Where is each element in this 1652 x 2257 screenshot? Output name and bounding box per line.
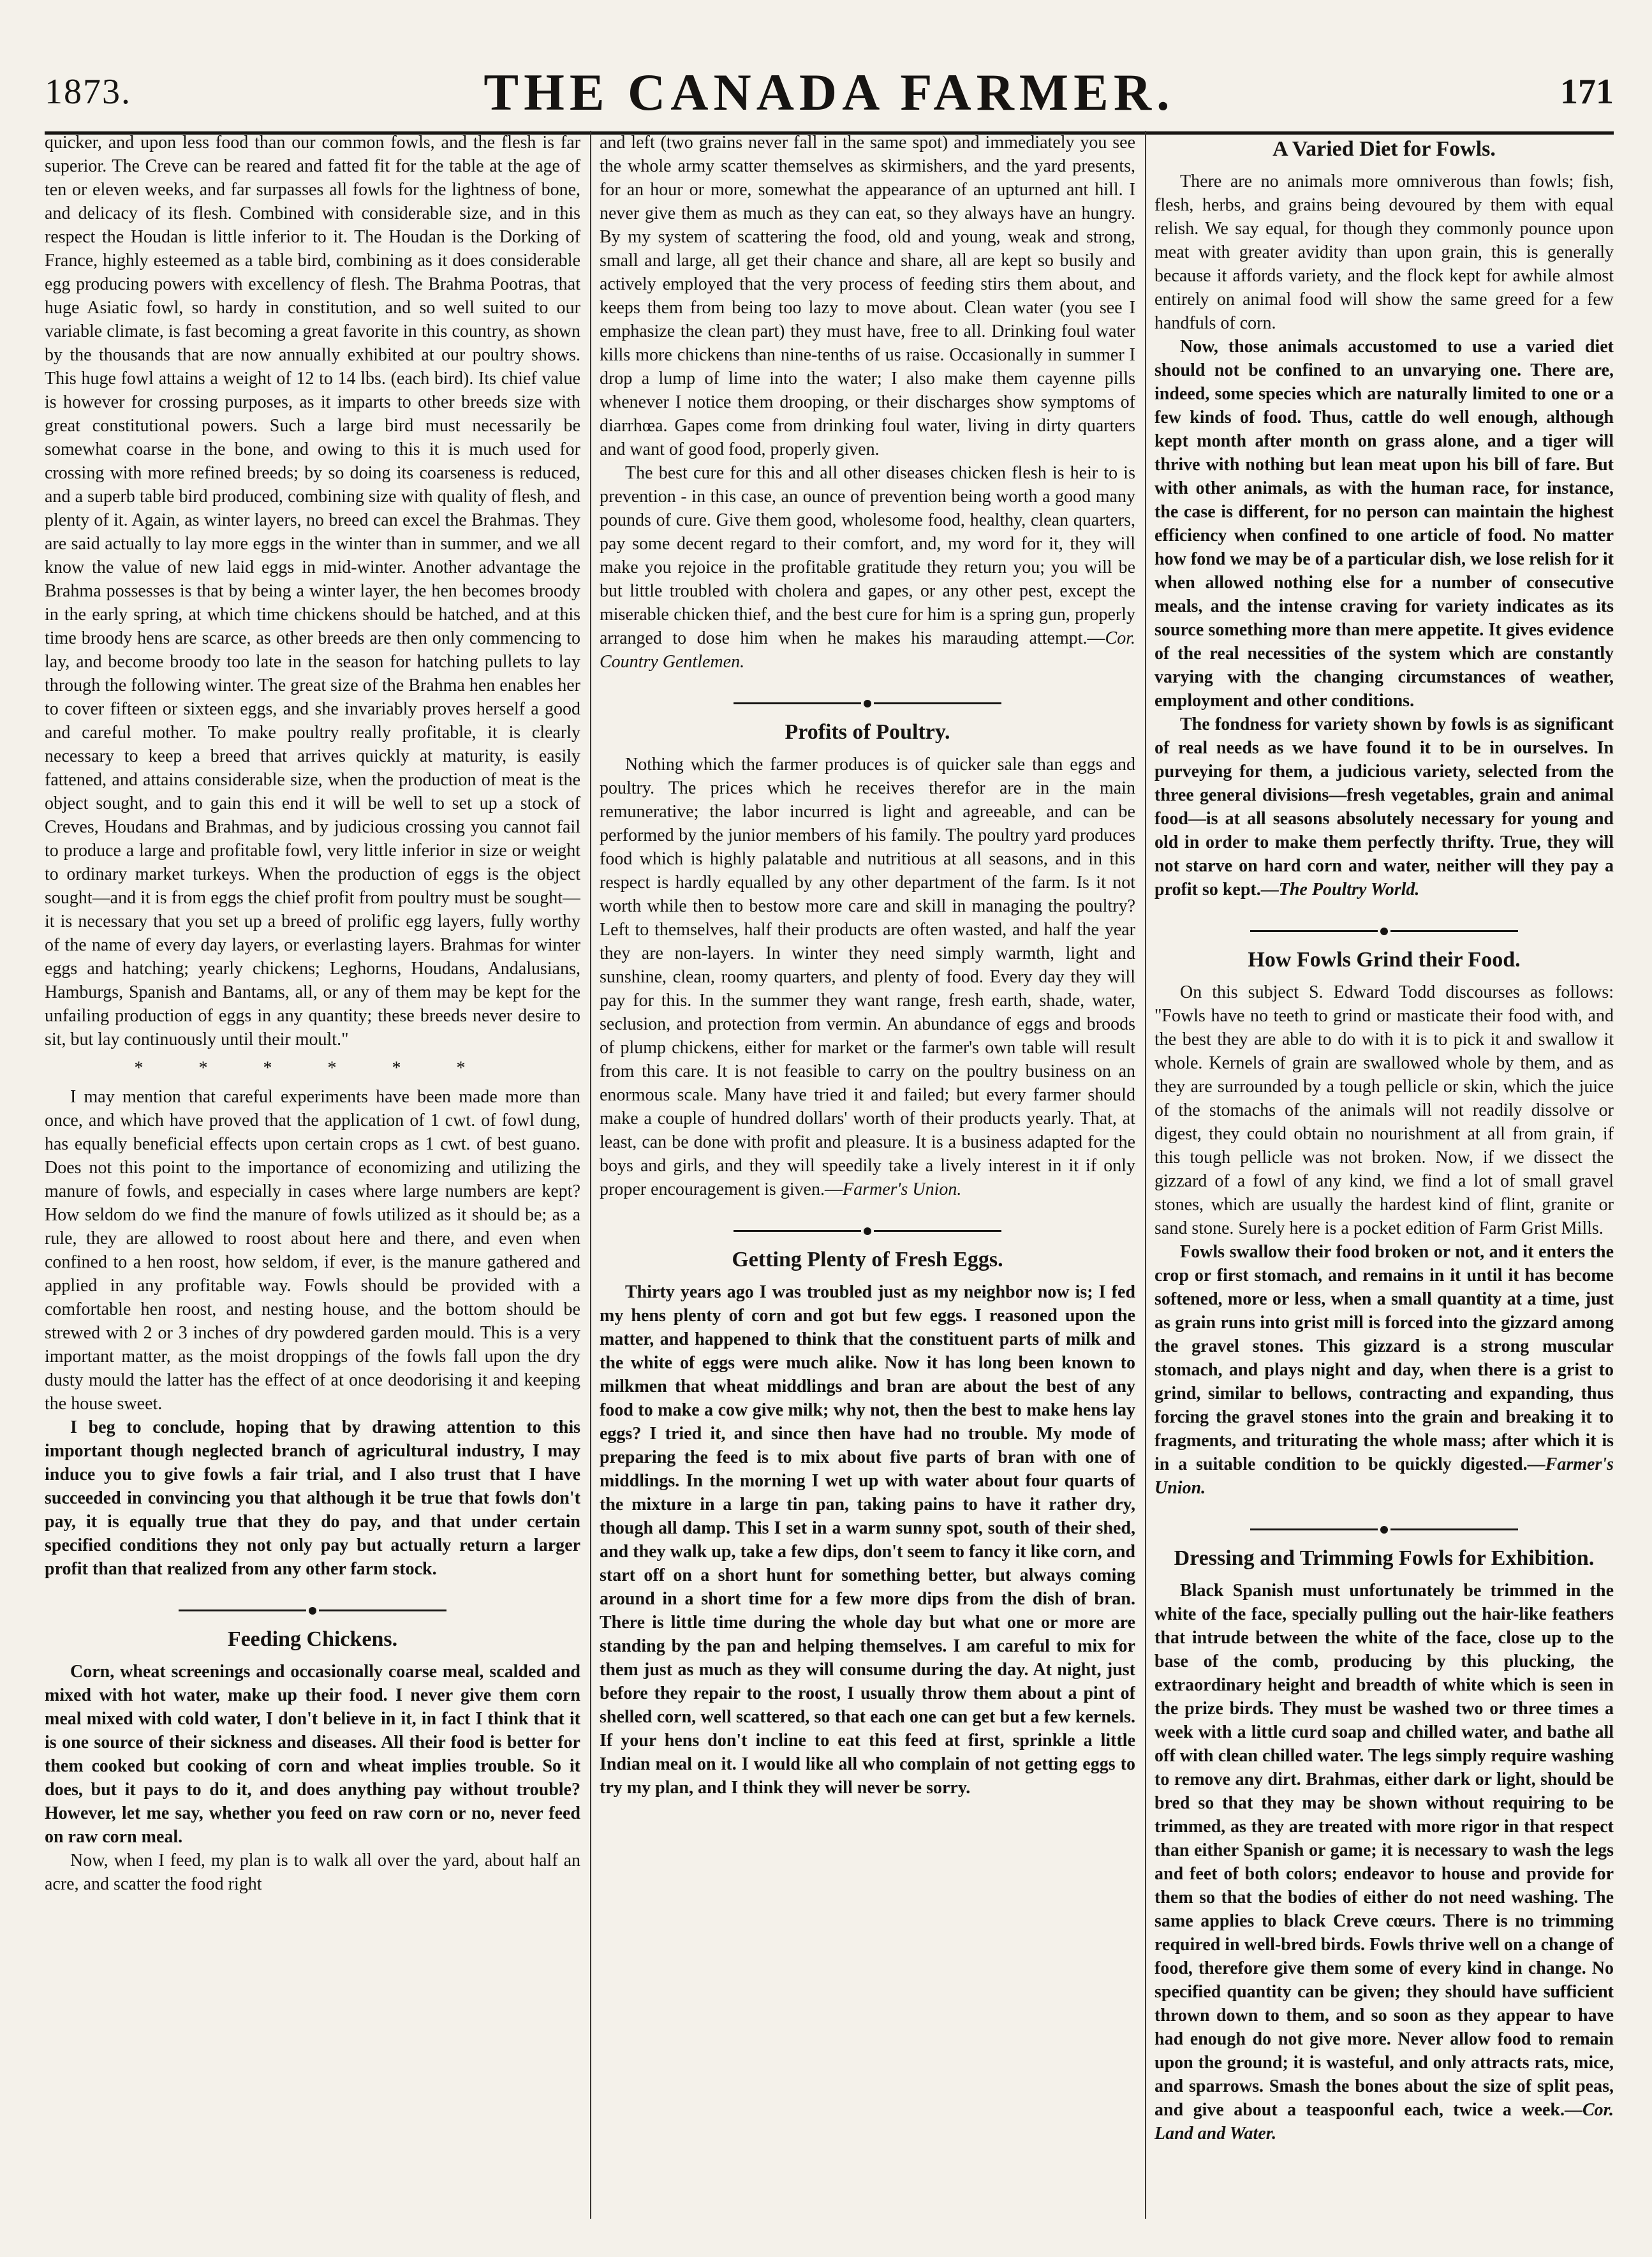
article-separator bbox=[600, 1218, 1135, 1241]
column-3 bbox=[1154, 131, 1614, 2219]
article-paragraph bbox=[600, 461, 1135, 674]
article-paragraph bbox=[1154, 1579, 1614, 2145]
article-paragraph: Thirty years ago I was troubled just as my neighbor now is; I fed my hens plenty of corn and got but few eggs. I reasoned upon the matter, and happened to think that the constituent parts of milk and the white of eggs were much alike. Now it has long been known to milkmen that wheat middlings and bran are about the best of any food to make a cow give milk; why not, then the best to make hens lay eggs? I tried it, and since then have had no trouble. My mode of preparing the feed is to mix about five parts of bran with one of middlings. In the morning I wet up with water about four quarts of the mixture in a large tin pan, taking pains to have it rather dry, though all damp. This I set in a warm sunny spot, south of their shed, and they walk up, take a few dips, don't seem to fancy it like corn, and start off on a short hunt for something better, but always coming around in a short time for a few more dips from the dish of bran. There is little time during the whole day but what one or more are standing by the pan and helping themselves. I am careful to mix for them just as much as they will consume during the day. At night, just before they repair to the roost, I usually throw them about a pint of shelled corn, well scattered, so that each one can get but a few kernels. If your hens don't incline to eat this feed at first, sprinkle a little Indian meal on it. I would like all who complain of not getting eggs to try my plan, and I think they will never be sorry. bbox=[600, 1282, 1135, 1798]
article-paragraph bbox=[1154, 1240, 1614, 1500]
article-signature: The Poultry World. bbox=[1278, 880, 1420, 899]
paragraph-text: The best cure for this and all other diseases chicken flesh is heir to is prevention - in this case, an ounce of prevention being worth a good many pounds of cure. Give them good, wholesome food, healthy, clean quarters, pay some decent regard to their comfort, and, my word for it, they will make you rejoice in the profitable gratitude they return you; you will be but little troubled with cholera and gapes, or any other pest, except the miserable chicken thief, and the best cure for him is a spring gun, properly arranged to dose him when he makes his marauding attempt.— bbox=[600, 463, 1135, 648]
article-title-dressing-trimming: Dressing and Trimming Fowls for Exhibition. bbox=[1174, 1546, 1595, 1570]
paragraph-text: Nothing which the farmer produces is of quicker sale than eggs and poultry. The prices which he receives therefor are in the main remunerative; the labor incurred is light and agreeable, and can be performed by the junior members of his family. The poultry yard produces food which is highly palatable and nutritious at all seasons, and in this respect is hardly equalled by any other department of the farm. Is it not worth while then to bestow more care and skill in managing the poultry? Left to themselves, half their products are often wasted, and half the year they are non-layers. In winter they need simply warmth, light and sunshine, clean, roomy quarters, and plenty of food. Every day they will pay for this. In the summer they want range, fresh earth, shade, water, seclusion, and protection from vermin. An abundance of eggs and broods of plump chickens, either for market or the farmer's own table will result from this care. It is not feasible to carry on the poultry business on an enormous scale. Many have tried it and failed; but every farmer should make a couple of hundred dollars' worth of their products yearly. That, at least, can be done with profit and pleasure. It is a business adapted for the boys and girls, and they will speedily take a lively interest in it if only proper encouragement is given.— bbox=[600, 755, 1135, 1199]
paragraph-text: The fondness for variety shown by fowls is as significant of real needs as we have found it to be in ourselves. In purveying for them, a judicious variety, selected from the three general divisions—fresh vegetables, grain and animal food—is at all seasons absolutely necessary for young and old in order to make them perfectly thrifty. True, they will not starve on hard corn and water, neither will they pay a profit so kept.— bbox=[1154, 714, 1614, 899]
masthead bbox=[45, 13, 1614, 140]
article-signature: Farmer's Union. bbox=[1154, 1454, 1614, 1498]
paragraph-text: Fowls swallow their food broken or not, and it enters the crop or first stomach, and remains in it until it has become softened, more or less, when a small quantity at a time, just as grain runs into grist mill is forced into the gizzard among the gravel stones. This gizzard is a strong muscular stomach, and plays night and day, when there is a grist to grind, similar to bellows, contracting and expanding, thus forcing the gravel stones into the grain and breaking it to fragments, and triturating the whole mass; after which it is in a suitable condition to be quickly digested.— bbox=[1154, 1242, 1614, 1474]
paragraph-text: Black Spanish must unfortunately be trimmed in the white of the face, specially pulling out the hair-like feathers that intrude between the white of the face, close up to the base of the comb, producing by this plucking, the extraordinary height and breadth of white which is seen in the prize birds. They must be washed two or three times a week with a little curd soap and chilled water, and bathe all off with clean chilled water. The legs simply require washing to remove any dirt. Brahmas, either dark or light, should be bred so that they may be shown without requiring to be trimmed, as they are treated with more rigor in that respect than either Spanish or game; it is necessary to wash the legs and feet of both colors; endeavor to house and provide for them so that the bodies of either do not need washing. The same applies to black Creve cœurs. There is no trimming required in well-bred birds. Fowls thrive well on a change of food, therefore give them some of every kind in change. No specified quantity can be given; they should have sufficient thrown down to them, and so soon as they appear to have had enough do not give more. Never allow food to remain upon the ground; it is wasteful, and only attracts rats, mice, and sparrows. Smash the bones about the size of split peas, and give about a teaspoonful each, twice a week.— bbox=[1154, 1581, 1614, 2120]
article-separator bbox=[1154, 918, 1614, 942]
article-title-feeding-chickens: Feeding Chickens. bbox=[227, 1627, 398, 1651]
header-page-number: 171 bbox=[1560, 72, 1614, 112]
article-paragraph: quicker, and upon less food than our common fowls, and the flesh is far superior. The Creve can be reared and fatted fit for the table at the age of ten or eleven weeks, and far surpasses all fowls for the lightness of bone, and delicacy of its flesh. Combined with considerable size, and in this respect the Houdan is little inferior to it. The Houdan is the Dorking of France, highly esteemed as a table bird, combining as it does considerable egg producing powers with excellency of flesh. The Brahma Pootras, that huge Asiatic fowl, so hardy in constitution, and so well suited to our variable climate, is fast becoming a great favorite in this country, as shown by the thousands that are now annually exhibited at our poultry shows. This huge fowl attains a weight of 12 to 14 lbs. (each bird). Its chief value is however for crossing purposes, as it imparts to other breeds size with great constitutional powers. Such a large bird must necessarily be somewhat coarse in the bone, and owing to this it is much used for crossing with more refined breeds; by so doing its coarseness is reduced, and a superb table bird produced, combining size with quality of flesh, and plenty of it. Again, as winter layers, no breed can excel the Brahmas. They are said actually to lay more eggs in the winter than in summer, and we all know the value of new laid eggs in mid-winter. Another advantage the Brahma possesses is that by being a winter layer, the hen becomes broody in the early spring, at which time chickens should be hatched, and at this time broody hens are scarce, as other breeds are then only commencing to lay, and become broody too late in the season for hatching pullets to lay through the following winter. The great size of the Brahma hen enables her to cover fifteen or sixteen eggs, and she invariably proves herself a good and careful mother. To make poultry really profitable, it is clearly necessary to keep a breed that arrives quickly at maturity, is easily fattened, and attains considerable size, when the production of meat is the object sought, and to gain this end it will be well to set up a stock of Creves, Houdans and Brahmas, and by judicious crossing you cannot fail to produce a large and profitable fowl, very little inferior in size or weight to ordinary market turkeys. When the production of eggs is the object sought—and it is from eggs the chief profit from poultry must be sought—it is necessary that you set up a breed of prolific egg layers, fully worthy of the name of every day layers, or everlasting layers. Brahmas for winter eggs and hatching; yearly chickens; Leghorns, Houdans, Andalusians, Hamburgs, Spanish and Bantams, all, or any of them may be kept for the unfailing production of eggs in any quantity; these breeds never desire to sit, but lay continuously until their moult." bbox=[45, 133, 580, 1049]
section-stars: * * * * * * bbox=[134, 1058, 491, 1078]
article-separator bbox=[45, 1597, 580, 1621]
article-paragraph: I may mention that careful experiments have been made more than once, and which have proved that the application of 1 cwt. of fowl dung, has equally beneficial effects upon certain crops as 1 cwt. of best guano. Does not this point to the importance of economizing and utilizing the manure of fowls, and especially in cases where large numbers are kept? How seldom do we find the manure of fowls utilized as it should be; as a rule, they are allowed to roost about here and there, and even when confined to a hen roost, how seldom, if ever, is the manure gathered and applied in any profitable way. Fowls should be provided with a comfortable hen roost, and nesting house, and the bottom should be strewed with 2 or 3 inches of dry powdered garden mould. This is a very important matter, as the moist droppings of the fowls fall upon the dry dusty mould the latter has the effect of at once deodorising it and keeping the house sweet. bbox=[45, 1087, 580, 1414]
article-paragraph: Now, those animals accustomed to use a varied diet should not be confined to an unvarying one. There are, indeed, some species which are naturally limited to one or a few kinds of food. Thus, cattle do well enough, although kept month after month on grass alone, and a tiger will thrive with nothing but lean meat upon his bill of fare. But with other animals, as with the human race, for instance, the case is different, for no person can maintain the highest efficiency when confined to one article of food. No matter how fond we may be of a particular dish, we lose relish for it when allowed nothing else for a number of consecutive meals, and the intense craving for variety indicates as its source something more than mere appetite. It gives evidence of the real necessities of the system which are constantly varying with the changing circumstances of weather, employment and other conditions. bbox=[1154, 337, 1614, 711]
column-divider bbox=[1145, 131, 1146, 2219]
article-paragraph bbox=[1154, 713, 1614, 901]
article-paragraph: Now, when I feed, my plan is to walk all over the yard, about half an acre, and scatter the food right bbox=[45, 1851, 580, 1894]
article-title-varied-diet: A Varied Diet for Fowls. bbox=[1272, 137, 1496, 161]
article-signature: Cor. Country Gentlemen. bbox=[600, 628, 1135, 672]
header-year: 1873. bbox=[45, 72, 131, 112]
article-separator bbox=[600, 690, 1135, 714]
article-title-fresh-eggs: Getting Plenty of Fresh Eggs. bbox=[732, 1248, 1003, 1271]
article-signature: Farmer's Union. bbox=[842, 1180, 962, 1199]
article-title-profits-of-poultry: Profits of Poultry. bbox=[785, 720, 950, 744]
article-title-grind-food: How Fowls Grind their Food. bbox=[1248, 948, 1521, 972]
article-paragraph: Corn, wheat screenings and occasionally coarse meal, scalded and mixed with hot water, make up their food. I never give them corn meal mixed with cold water, I don't believe in it, in fact I think that it is one source of their sickness and diseases. All their food is better for them cooked but cooking of corn and wheat implies trouble. So it does, but it pays to do it, and does anything pay without trouble? However, let me say, whether you feed on raw corn or no, never feed on raw corn meal. bbox=[45, 1662, 580, 1847]
article-paragraph bbox=[600, 753, 1135, 1201]
column-2 bbox=[600, 131, 1135, 2219]
header-title: THE CANADA FARMER. bbox=[483, 63, 1175, 121]
article-paragraph: and left (two grains never fall in the same spot) and immediately you see the whole army scatter themselves as skirmishers, and the yard presents, for an hour or more, somewhat the appearance of an upturned ant hill. I never give them as much as they can eat, so they always have an hungry. By my system of scattering the food, old and young, weak and strong, small and large, all get their chance and share, all are kept so busily and actively employed that the very process of feeding stirs them about, and keeps them from being too lazy to move about. Clean water (you see I emphasize the clean part) they must have, free to all. Drinking foul water kills more chickens than nine-tenths of us raise. Occasionally in summer I drop a lump of lime into the water; I also make them cayenne pills whenever I notice them drooping, or their discharges show symptoms of diarrhœa. Gapes come from drinking foul water, living in dirty quarters and want of good food, properly given. bbox=[600, 133, 1135, 459]
article-separator bbox=[1154, 1516, 1614, 1540]
column-divider bbox=[590, 131, 591, 2219]
article-paragraph: There are no animals more omniverous than fowls; fish, flesh, herbs, and grains being devoured by them with equal relish. We say equal, for though they commonly pounce upon meat with greater avidity than upon grain, this is generally because it affords variety, and the flock kept for awhile almost entirely on animal food will show the same greed for a few handfuls of corn. bbox=[1154, 172, 1614, 333]
article-paragraph: On this subject S. Edward Todd discourses as follows: "Fowls have no teeth to grind or masticate their food with, and the best they are able to do with it is to pick it and swallow it whole. Kernels of grain are swallowed whole by them, and as they are surrounded by a tough pellicle or skin, which the juice of the stomachs of the animals will not readily dissolve or digest, they could obtain no nourishment at all from grain, if this tough pellicle was not broken. Now, if we dissect the gizzard of a fowl of any kind, we find a lot of small gravel stones, which are usually the hardest kind of flint, granite or sand stone. Surely here is a pocket edition of Farm Grist Mills. bbox=[1154, 982, 1614, 1238]
article-paragraph: I beg to conclude, hoping that by drawing attention to this important though neglected branch of agricultural industry, I may induce you to give fowls a fair trial, and I also trust that I have succeeded in convincing you that although it be true that fowls don't pay, it is equally true that they do pay, and that under certain specified conditions they not only pay but actually return a larger profit than that realized from any other farm stock. bbox=[45, 1417, 580, 1579]
column-1 bbox=[45, 131, 580, 2219]
article-signature: Cor. Land and Water. bbox=[1154, 2100, 1614, 2143]
